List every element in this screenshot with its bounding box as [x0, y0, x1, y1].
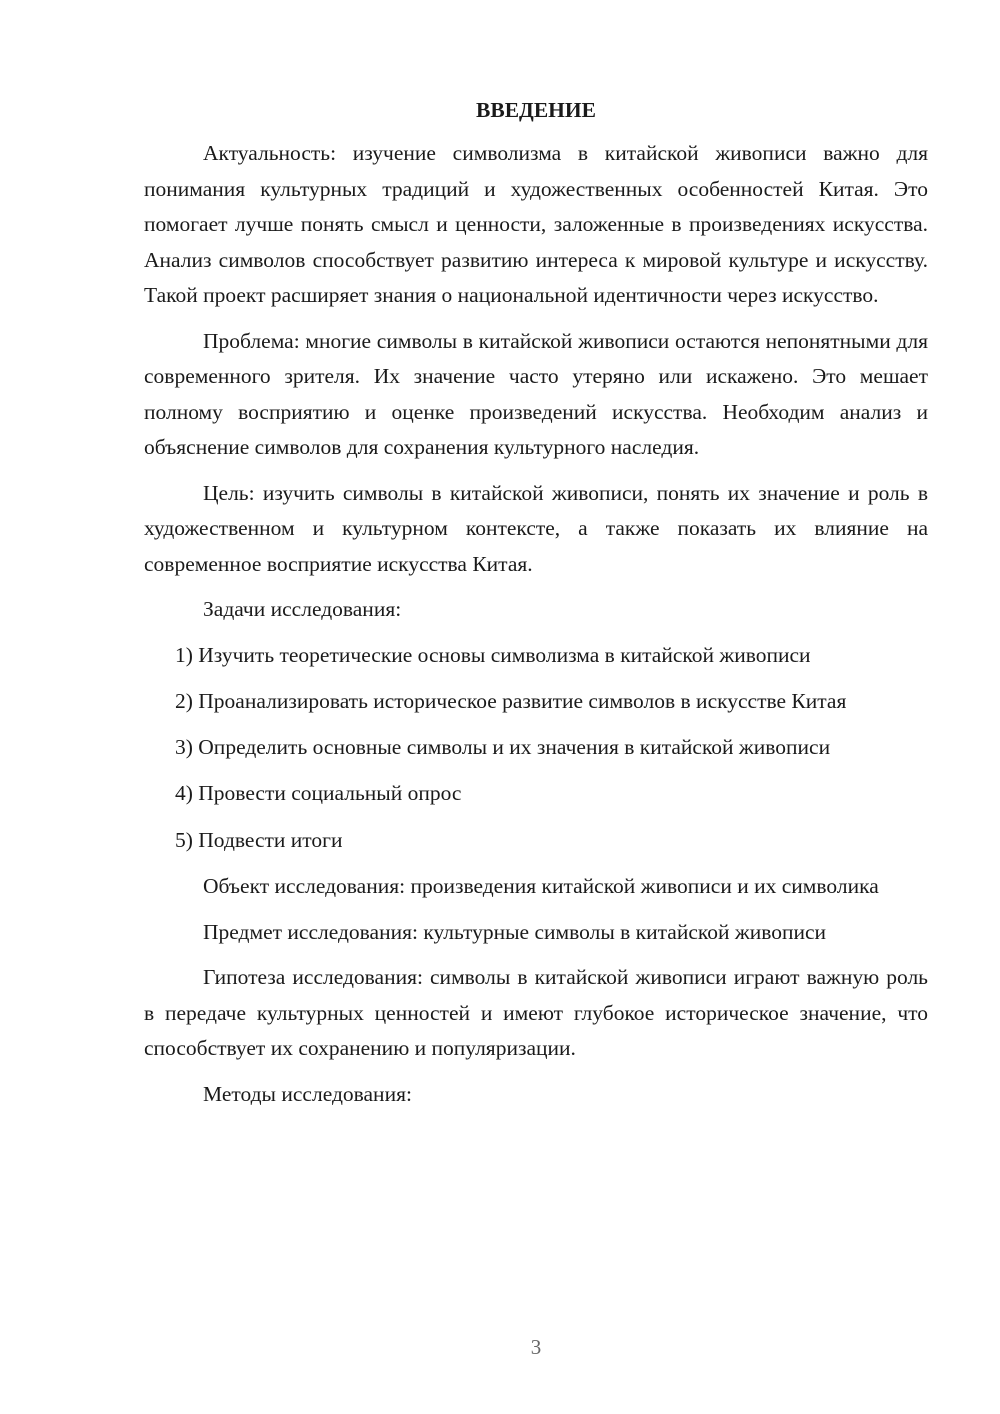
page-number: 3 — [530, 1335, 542, 1359]
hypothesis-paragraph: Гипотеза исследования: символы в китайской живописи играют важную роль в передаче культурных ценностей и имеют глубокое историческое значение, что способствует их сохранению и популяризации. — [144, 965, 928, 1060]
task-item: 1) Изучить теоретические основы символизма в китайской живописи — [175, 642, 811, 667]
problem-paragraph: Проблема: многие символы в китайской живописи остаются непонятными для современного зрителя. Их значение часто утеряно или искажено. Это мешает полному восприятию и оценке произведений искусства. Необходим анализ и объяснение символов для сохранения культурного наследия. — [144, 328, 928, 459]
task-item: 2) Проанализировать историческое развитие символов в искусстве Китая — [175, 689, 847, 713]
object-paragraph: Объект исследования: произведения китайской живописи и их символика — [203, 874, 879, 898]
subject-paragraph: Предмет исследования: культурные символы в китайской живописи — [203, 919, 827, 944]
page-title: ВВЕДЕНИЕ — [476, 98, 596, 122]
goal-paragraph: Цель: изучить символы в китайской живописи, понять их значение и роль в художественном и культурном контексте, а также показать их влияние на современное восприятие искусства Китая. — [144, 480, 928, 576]
tasks-title: Задачи исследования: — [203, 597, 402, 621]
task-item: 3) Определить основные символы и их значения в китайской живописи — [175, 734, 831, 759]
page-body — [144, 92, 928, 1122]
relevance-paragraph: Актуальность: изучение символизма в китайской живописи важно для понимания культурных традиций и художественных особенностей Китая. Это помогает лучше понять смысл и ценности, заложенные в произведениях искусства. Анализ символов способствует развитию интереса к мировой культуре и искусству. Такой проект расширяет знания о национальной идентичности через искусство. — [144, 141, 928, 307]
task-item: 4) Провести социальный опрос — [175, 781, 462, 805]
task-item: 5) Подвести итоги — [175, 827, 343, 852]
methods-title: Методы исследования: — [203, 1081, 412, 1106]
